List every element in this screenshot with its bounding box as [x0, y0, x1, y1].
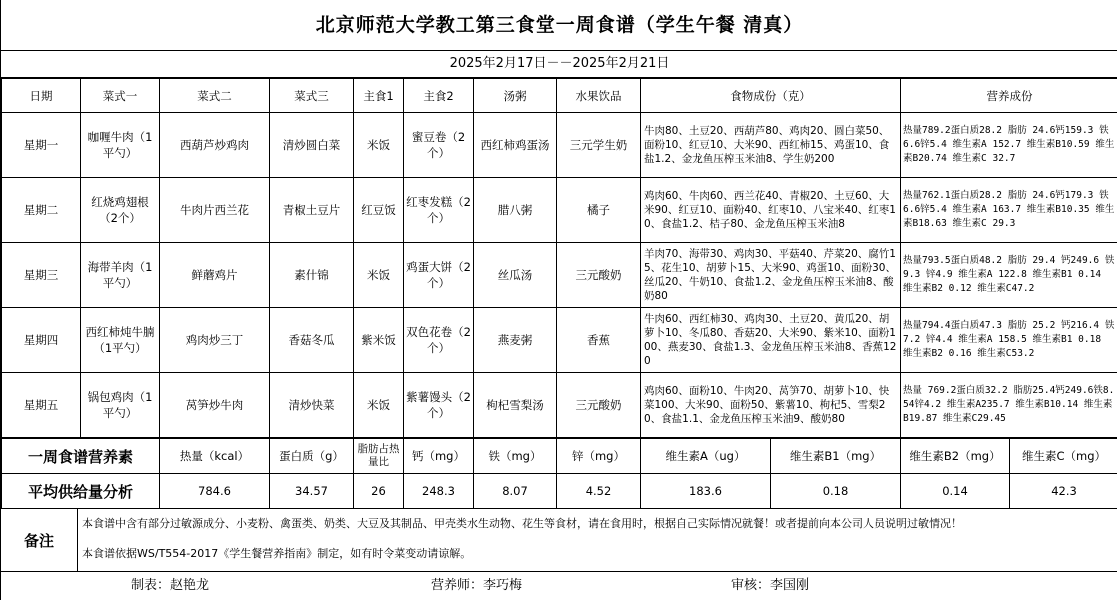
nutrient-head: 维生素C（mg） [1010, 439, 1117, 474]
average-value: 8.07 [474, 474, 557, 509]
nutrition-cell: 热量793.5蛋白质48.2 脂肪 29.4 钙249.6 铁9.3 锌4.9 维生素A 122.8 维生素B1 0.14 维生素B2 0.12 维生素C47.2 [901, 243, 1117, 308]
standard-note: 本食谱依据WS/T554-2017《学生餐营养指南》制定，如有时令菜变动请谅解。 [82, 547, 472, 560]
nutrient-head: 维生素B1（mg） [771, 439, 901, 474]
soup-cell: 燕麦粥 [474, 308, 557, 373]
dish2-cell: 鲜蘑鸡片 [160, 243, 270, 308]
nutrient-head: 热量（kcal） [160, 439, 270, 474]
nutrient-header-row [2, 439, 1117, 474]
allergen-note: 本食谱中含有部分过敏源成分、小麦粉、禽蛋类、奶类、大豆及其制品、甲壳类水生动物、花生等食材，请在食用时，根据自己实际情况就餐！或者提前向本公司人员说明过敏情况！ [82, 517, 962, 530]
average-value: 0.14 [901, 474, 1010, 509]
day-cell: 星期三 [2, 243, 81, 308]
dish3-cell: 素什锦 [270, 243, 354, 308]
staple2-cell: 紫薯馒头（2个） [404, 373, 474, 438]
staple1-cell: 米饭 [354, 373, 404, 438]
nutrient-head: 脂肪占热量比 [354, 439, 404, 474]
fruit-cell: 三元酸奶 [557, 373, 641, 438]
notes-body [78, 509, 1117, 571]
header-soup: 汤粥 [474, 79, 557, 113]
weekly-nutrition-label: 一周食谱营养素 [2, 439, 160, 474]
ingredients-cell: 牛肉60、西红柿30、鸡肉30、土豆20、黄瓜20、胡萝卜10、冬瓜80、香菇20、大米90、紫米10、面粉100、燕麦30、食盐1.3、金龙鱼压榨玉米油8、香蕉120 [641, 308, 901, 373]
notes-section [1, 509, 1117, 572]
dish3-cell: 香菇冬瓜 [270, 308, 354, 373]
ingredients-cell: 鸡肉60、面粉10、牛肉20、莴笋70、胡萝卜10、快菜100、大米90、面粉50、紫薯10、枸杞5、雪梨20、食盐1.1、金龙鱼压榨玉米油9、酸奶80 [641, 373, 901, 438]
average-value: 0.18 [771, 474, 901, 509]
average-value: 248.3 [404, 474, 474, 509]
header-staple2: 主食2 [404, 79, 474, 113]
dish3-cell: 清炒圆白菜 [270, 113, 354, 178]
header-nutrition: 营养成份 [901, 79, 1117, 113]
header-row [2, 79, 1117, 113]
average-row [2, 474, 1117, 509]
header-day: 日期 [2, 79, 81, 113]
soup-cell: 西红柿鸡蛋汤 [474, 113, 557, 178]
ingredients-cell: 鸡肉60、牛肉60、西兰花40、青椒20、土豆60、大米90、红豆10、面粉40、红枣10、八宝米40、红枣10、食盐1.2、桔子80、金龙鱼压榨玉米油8 [641, 178, 901, 243]
nutrient-head: 蛋白质（g） [270, 439, 354, 474]
header-ingredients: 食物成份（克） [641, 79, 901, 113]
nutrition-cell: 热量794.4蛋白质47.3 脂肪 25.2 钙216.4 铁7.2 锌4.4 维生素A 158.5 维生素B1 0.18 维生素B2 0.16 维生素C53.2 [901, 308, 1117, 373]
dish1-cell: 海带羊肉（1平勺） [81, 243, 160, 308]
header-dish1: 菜式一 [81, 79, 160, 113]
dish2-cell: 莴笋炒牛肉 [160, 373, 270, 438]
maker-signature: 制表：赵艳龙 [131, 578, 210, 593]
nutrient-head: 钙（mg） [404, 439, 474, 474]
nutrient-head: 铁（mg） [474, 439, 557, 474]
day-cell: 星期五 [2, 373, 81, 438]
header-dish2: 菜式二 [160, 79, 270, 113]
staple2-cell: 双色花卷（2个） [404, 308, 474, 373]
staple1-cell: 紫米饭 [354, 308, 404, 373]
fruit-cell: 香蕉 [557, 308, 641, 373]
staple1-cell: 米饭 [354, 113, 404, 178]
day-row-friday [2, 373, 1117, 438]
nutrition-cell: 热量 769.2蛋白质32.2 脂肪25.4钙249.6铁8.54锌4.2 维生素A235.7 维生素B10.14 维生素B19.87 维生素C29.45 [901, 373, 1117, 438]
reviewer-signature: 审核：李国刚 [731, 578, 810, 593]
ingredients-cell: 牛肉80、土豆20、西葫芦80、鸡肉20、圆白菜50、面粉10、红豆10、大米90、西红柿15、鸡蛋10、食盐1.2、金龙鱼压榨玉米油8、学生奶200 [641, 113, 901, 178]
day-row-tuesday [2, 178, 1117, 243]
dish2-cell: 西葫芦炒鸡肉 [160, 113, 270, 178]
soup-cell: 枸杞雪梨汤 [474, 373, 557, 438]
average-value: 34.57 [270, 474, 354, 509]
dish1-cell: 红烧鸡翅根（2个） [81, 178, 160, 243]
dish1-cell: 西红柿炖牛腩（1平勺） [81, 308, 160, 373]
nutrition-summary-table [1, 438, 1117, 509]
day-cell: 星期一 [2, 113, 81, 178]
average-value: 183.6 [641, 474, 771, 509]
header-fruit: 水果饮品 [557, 79, 641, 113]
page-title: 北京师范大学教工第三食堂一周食谱（学生午餐 清真） [1, 0, 1117, 51]
average-value: 4.52 [557, 474, 641, 509]
menu-table [1, 78, 1117, 438]
staple1-cell: 米饭 [354, 243, 404, 308]
date-range: 2025年2月17日－－2025年2月21日 [1, 51, 1117, 78]
dish2-cell: 鸡肉炒三丁 [160, 308, 270, 373]
day-row-monday [2, 113, 1117, 178]
nutrition-cell: 热量789.2蛋白质28.2 脂肪 24.6钙159.3 铁6.6锌5.4 维生素A 152.7 维生素B10.59 维生素B20.74 维生素C 32.7 [901, 113, 1117, 178]
fruit-cell: 三元酸奶 [557, 243, 641, 308]
soup-cell: 腊八粥 [474, 178, 557, 243]
staple2-cell: 红枣发糕（2个） [404, 178, 474, 243]
day-cell: 星期四 [2, 308, 81, 373]
nutrient-head: 维生素B2（mg） [901, 439, 1010, 474]
dish3-cell: 青椒土豆片 [270, 178, 354, 243]
notes-label: 备注 [1, 509, 78, 571]
nutritionist-signature: 营养师：李巧梅 [431, 578, 523, 593]
staple1-cell: 红豆饭 [354, 178, 404, 243]
average-value: 42.3 [1010, 474, 1117, 509]
ingredients-cell: 羊肉70、海带30、鸡肉30、平菇40、芹菜20、腐竹15、花生10、胡萝卜15、大米90、鸡蛋10、面粉30、丝瓜20、牛奶10、食盐1.2、金龙鱼压榨玉米油8、酸奶80 [641, 243, 901, 308]
average-value: 784.6 [160, 474, 270, 509]
staple2-cell: 蜜豆卷（2个） [404, 113, 474, 178]
average-label: 平均供给量分析 [2, 474, 160, 509]
staple2-cell: 鸡蛋大饼（2个） [404, 243, 474, 308]
header-staple1: 主食1 [354, 79, 404, 113]
fruit-cell: 橘子 [557, 178, 641, 243]
nutrient-head: 锌（mg） [557, 439, 641, 474]
fruit-cell: 三元学生奶 [557, 113, 641, 178]
average-value: 26 [354, 474, 404, 509]
soup-cell: 丝瓜汤 [474, 243, 557, 308]
day-row-thursday [2, 308, 1117, 373]
dish1-cell: 锅包鸡肉（1平勺） [81, 373, 160, 438]
nutrient-head: 维生素A（ug） [641, 439, 771, 474]
day-row-wednesday [2, 243, 1117, 308]
signature-footer [1, 572, 1117, 600]
header-dish3: 菜式三 [270, 79, 354, 113]
dish2-cell: 牛肉片西兰花 [160, 178, 270, 243]
nutrition-cell: 热量762.1蛋白质28.2 脂肪 24.6钙179.3 铁6.6锌5.4 维生素A 163.7 维生素B10.35 维生素B18.63 维生素C 29.3 [901, 178, 1117, 243]
day-cell: 星期二 [2, 178, 81, 243]
dish1-cell: 咖喱牛肉（1平勺） [81, 113, 160, 178]
dish3-cell: 清炒快菜 [270, 373, 354, 438]
